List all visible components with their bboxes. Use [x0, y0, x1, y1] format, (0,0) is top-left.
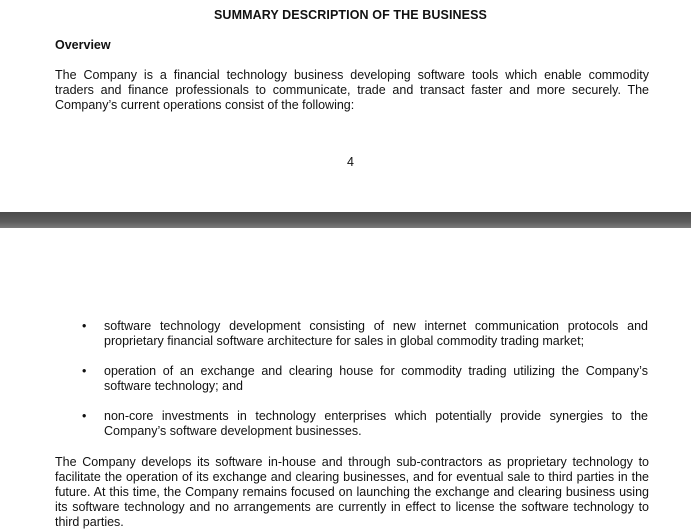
- bullet-icon: •: [82, 319, 87, 333]
- closing-paragraph: The Company develops its software in-house and through sub-contractors as proprietary technology to facilitate the operation of its exchange and clearing businesses, and for eventual sale to third parties in the future. At this time, the Company remains focused on launching the exchange and clearing business using its software technology and no arrangements are currently in effect to license the software technology to third parties.: [55, 455, 649, 529]
- page-number: 4: [347, 155, 354, 169]
- bullet-icon: •: [82, 409, 87, 423]
- document-page-bottom: [0, 228, 691, 529]
- list-item: [0, 364, 691, 394]
- operations-bullet-list: [0, 319, 691, 454]
- list-item: [0, 319, 691, 349]
- bullet-text: non-core investments in technology enterprises which potentially provide synergies to the Company’s software development businesses.: [104, 409, 648, 438]
- bullet-text: operation of an exchange and clearing house for commodity trading utilizing the Company’s software technology; and: [104, 364, 648, 393]
- intro-paragraph: The Company is a financial technology business developing software tools which enable commodity traders and finance professionals to communicate, trade and transact faster and more securely. The Company’s current operations consist of the following:: [55, 68, 649, 112]
- page-separator: [0, 212, 691, 228]
- bullet-text: software technology development consisting of new internet communication protocols and proprietary financial software architecture for sales in global commodity trading market;: [104, 319, 648, 348]
- document-page-top: [0, 0, 691, 212]
- section-heading: SUMMARY DESCRIPTION OF THE BUSINESS: [214, 8, 487, 22]
- list-item: [0, 409, 691, 439]
- overview-subheading: Overview: [55, 38, 111, 52]
- bullet-icon: •: [82, 364, 87, 378]
